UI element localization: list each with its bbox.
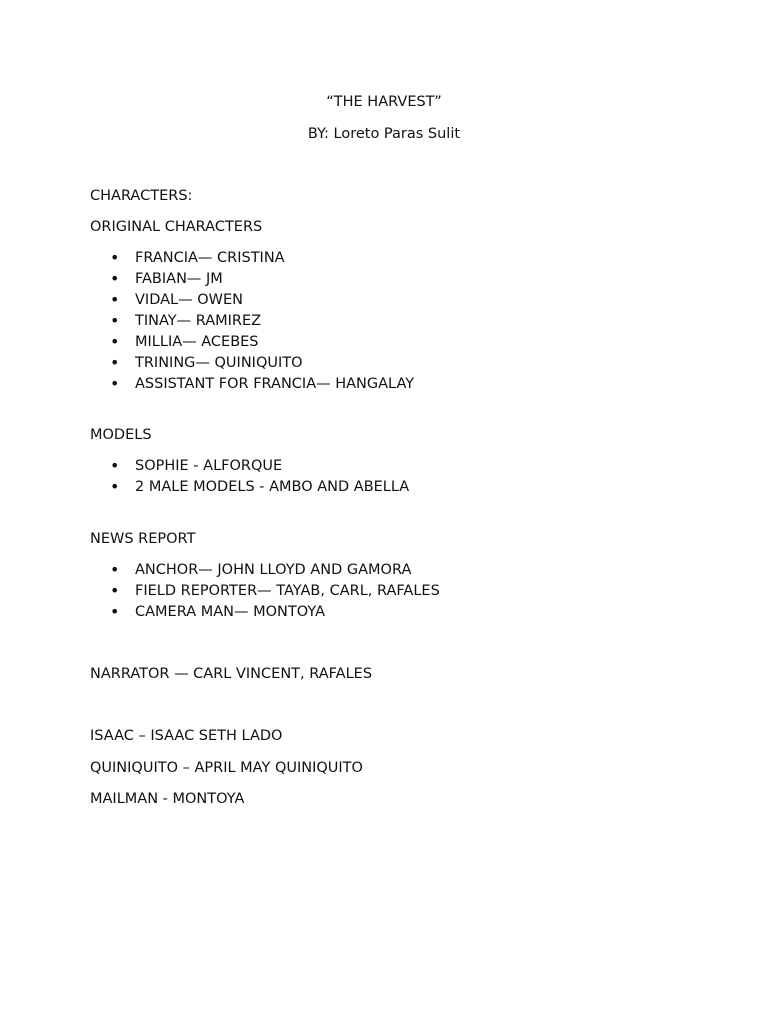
original-characters-list xyxy=(90,248,414,395)
document-byline: BY: Loreto Paras Sulit xyxy=(307,126,461,142)
cast-entry: TRINING— QUINIQUITO xyxy=(135,355,303,371)
models-list xyxy=(90,456,409,498)
bullet-icon: • xyxy=(110,353,120,372)
cast-entry: ASSISTANT FOR FRANCIA— HANGALAY xyxy=(135,376,415,392)
list-item xyxy=(90,477,409,498)
list-item xyxy=(90,581,440,602)
bullet-icon: • xyxy=(110,456,120,475)
bullet-icon: • xyxy=(110,560,120,579)
bullet-icon: • xyxy=(110,311,120,330)
bullet-icon: • xyxy=(110,290,120,309)
cast-entry: 2 MALE MODELS - AMBO AND ABELLA xyxy=(135,479,410,495)
mailman-line: MAILMAN - MONTOYA xyxy=(90,791,245,807)
document-title: “THE HARVEST” xyxy=(326,94,442,110)
bullet-icon: • xyxy=(110,477,120,496)
list-item xyxy=(90,602,440,623)
cast-entry: ANCHOR— JOHN LLOYD AND GAMORA xyxy=(135,562,412,578)
cast-entry: TINAY— RAMIREZ xyxy=(135,313,262,329)
bullet-icon: • xyxy=(110,248,120,267)
news-report-heading: NEWS REPORT xyxy=(90,531,196,547)
cast-entry: FABIAN— JM xyxy=(135,271,223,287)
list-item xyxy=(90,311,414,332)
original-characters-heading: ORIGINAL CHARACTERS xyxy=(90,219,263,235)
cast-entry: FIELD REPORTER— TAYAB, CARL, RAFALES xyxy=(135,583,440,599)
bullet-icon: • xyxy=(110,269,120,288)
cast-entry: FRANCIA— CRISTINA xyxy=(135,250,285,266)
cast-entry: CAMERA MAN— MONTOYA xyxy=(135,604,326,620)
bullet-icon: • xyxy=(110,581,120,600)
cast-entry: SOPHIE - ALFORQUE xyxy=(135,458,283,474)
list-item xyxy=(90,248,414,269)
list-item xyxy=(90,560,440,581)
list-item xyxy=(90,290,414,311)
list-item xyxy=(90,374,414,395)
list-item xyxy=(90,269,414,290)
bullet-icon: • xyxy=(110,374,120,393)
narrator-line: NARRATOR — CARL VINCENT, RAFALES xyxy=(90,666,373,682)
list-item xyxy=(90,353,414,374)
list-item xyxy=(90,456,409,477)
bullet-icon: • xyxy=(110,602,120,621)
characters-heading: CHARACTERS: xyxy=(90,188,193,204)
models-heading: MODELS xyxy=(90,427,152,443)
bullet-icon: • xyxy=(110,332,120,351)
quiniquito-line: QUINIQUITO – APRIL MAY QUINIQUITO xyxy=(90,760,363,776)
list-item xyxy=(90,332,414,353)
cast-entry: MILLIA— ACEBES xyxy=(135,334,259,350)
cast-entry: VIDAL— OWEN xyxy=(135,292,243,308)
news-report-list xyxy=(90,560,440,623)
isaac-line: ISAAC – ISAAC SETH LADO xyxy=(90,728,283,744)
